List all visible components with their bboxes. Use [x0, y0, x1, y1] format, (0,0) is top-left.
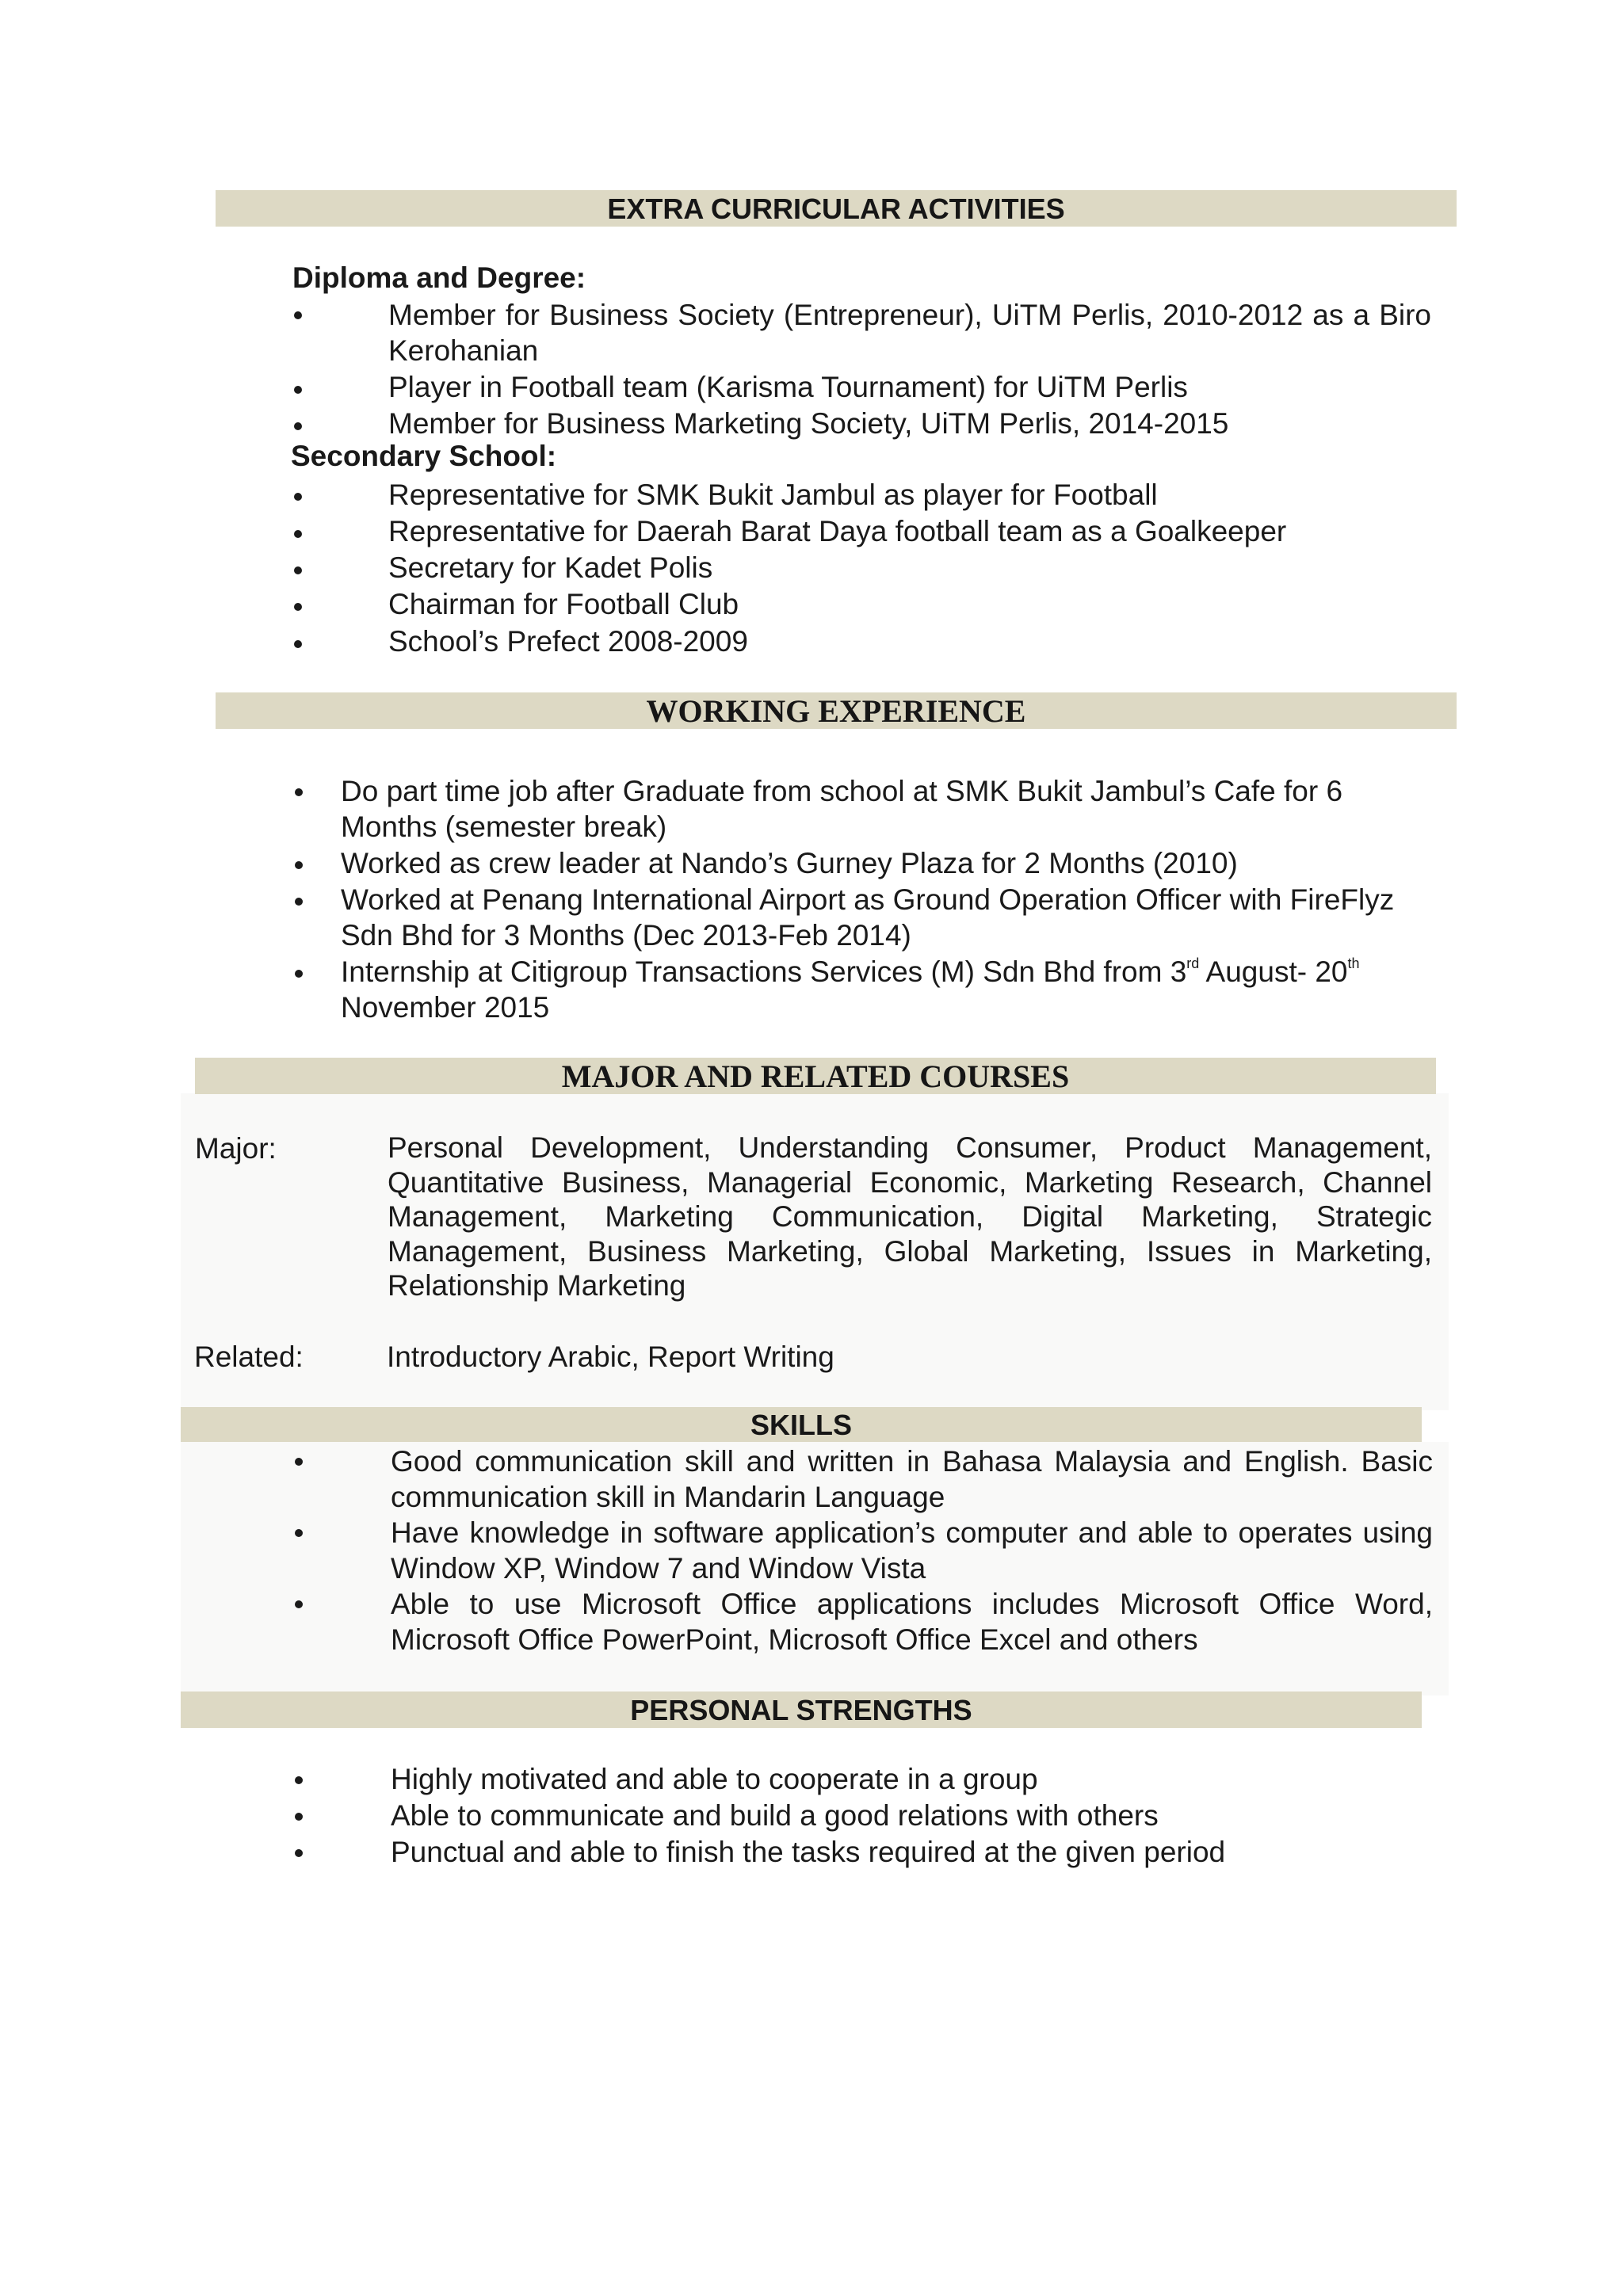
list-item: Good communication skill and written in Bahasa Malaysia and English. Basic communication skill in Mandarin Language: [391, 1445, 1433, 1513]
list-item: Able to communicate and build a good relations with others: [391, 1799, 1159, 1832]
bullet: [295, 1458, 303, 1466]
list-item: School’s Prefect 2008-2009: [388, 625, 748, 658]
bullet: [295, 1600, 303, 1608]
section-header-courses: MAJOR AND RELATED COURSES: [195, 1058, 1436, 1094]
bullet: [295, 970, 303, 978]
list-item: Chairman for Football Club: [388, 588, 739, 620]
list-item: Worked at Penang International Airport as Ground Operation Officer with FireFlyz Sdn Bhd for 3 Months (Dec 2013-Feb 2014): [341, 883, 1395, 952]
bullet: [295, 1813, 303, 1821]
secondary-school-heading: Secondary School:: [291, 440, 557, 472]
list-item: Member for Business Society (Entrepreneur), UiTM Perlis, 2010-2012 as a Biro Kerohanian: [388, 299, 1431, 367]
list-item: Representative for SMK Bukit Jambul as player for Football: [388, 479, 1158, 511]
section-header-working-experience: WORKING EXPERIENCE: [216, 692, 1457, 729]
bullet: [295, 1776, 303, 1784]
list-item: Do part time job after Graduate from school at SMK Bukit Jambul’s Cafe for 6 Months (semester break): [341, 775, 1343, 843]
bullet: [294, 566, 302, 574]
list-item: Able to use Microsoft Office applications includes Microsoft Office Word, Microsoft Office PowerPoint, Microsoft Office Excel and others: [391, 1588, 1433, 1656]
list-item: Highly motivated and able to cooperate in a group: [391, 1763, 1038, 1795]
section-header-personal-strengths: PERSONAL STRENGTHS: [181, 1691, 1422, 1728]
internship-text: November 2015: [341, 991, 550, 1024]
bullet: [294, 530, 302, 538]
bullet: [294, 386, 302, 394]
major-label: Major:: [195, 1132, 277, 1165]
list-item: Have knowledge in software application’s computer and able to operates using Window XP, Window 7 and Window Vista: [391, 1516, 1433, 1585]
internship-text: Internship at Citigroup Transactions Services (M) Sdn Bhd from 3: [341, 955, 1187, 988]
bullet: [295, 898, 303, 906]
bullet: [295, 1849, 303, 1857]
section-header-skills: SKILLS: [181, 1407, 1422, 1442]
list-item: Player in Football team (Karisma Tournament) for UiTM Perlis: [388, 371, 1188, 403]
list-item: Member for Business Marketing Society, UiTM Perlis, 2014-2015: [388, 407, 1229, 440]
major-courses: Personal Development, Understanding Consumer, Product Management, Quantitative Business, Managerial Economic, Marketing Research, Channel Management, Marketing Communication, Digital Marketing, Strategic Management, Business Marketing, Global Marketing, Issues in Marketing, Relationship Marketing: [388, 1131, 1432, 1302]
bullet: [295, 788, 303, 796]
internship-text: August- 20: [1199, 955, 1348, 988]
related-label: Related:: [194, 1341, 304, 1373]
section-header-extra-curricular: EXTRA CURRICULAR ACTIVITIES: [216, 190, 1457, 227]
bullet: [294, 493, 302, 501]
related-courses: Introductory Arabic, Report Writing: [387, 1341, 834, 1373]
bullet: [294, 603, 302, 611]
list-item: Secretary for Kadet Polis: [388, 551, 713, 584]
superscript: th: [1347, 955, 1360, 971]
list-item: Worked as crew leader at Nando’s Gurney Plaza for 2 Months (2010): [341, 847, 1238, 879]
list-item: Punctual and able to finish the tasks required at the given period: [391, 1836, 1226, 1868]
bullet: [294, 311, 302, 319]
bullet: [294, 640, 302, 648]
list-item: Representative for Daerah Barat Daya football team as a Goalkeeper: [388, 515, 1287, 547]
diploma-degree-heading: Diploma and Degree:: [292, 261, 586, 294]
bullet: [295, 861, 303, 869]
list-item-internship: [341, 954, 1450, 1025]
bullet: [294, 422, 302, 430]
superscript: rd: [1186, 955, 1200, 971]
bullet: [295, 1529, 303, 1537]
